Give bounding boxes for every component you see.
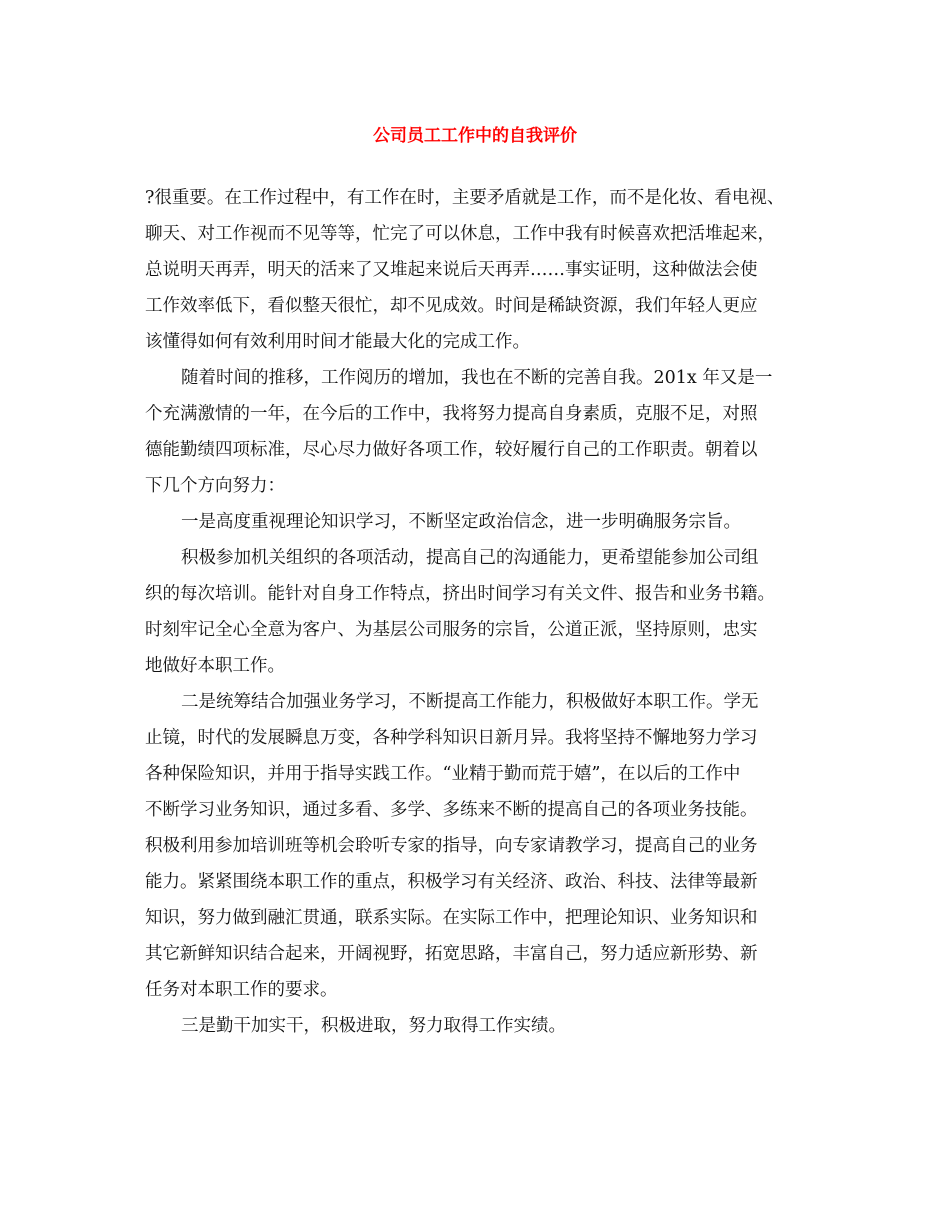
document-body: [145, 180, 825, 1044]
body-line: 能力。紧紧围绕本职工作的重点，积极学习有关经济、政治、科技、法律等最新: [145, 872, 758, 892]
body-line: 各种保险知识，并用于指导实践工作。“业精于勤而荒于嬉”，在以后的工作中: [145, 764, 741, 784]
paragraph-start-line: 积极参加机关组织的各项活动，提高自己的沟通能力，更希望能参加公司组: [181, 548, 759, 568]
body-line: 时刻牢记全心全意为客户、为基层公司服务的宗旨，公道正派，坚持原则，忠实: [145, 620, 758, 640]
body-line: 地做好本职工作。: [145, 656, 285, 676]
body-line: 工作效率低下，看似整天很忙，却不见成效。时间是稀缺资源，我们年轻人更应: [145, 296, 758, 316]
paragraph-start-line: 随着时间的推移，工作阅历的增加，我也在不断的完善自我。201x 年又是一: [181, 368, 773, 388]
body-line: 任务对本职工作的要求。: [145, 980, 338, 1000]
body-line: 总说明天再弄，明天的活来了又堆起来说后天再弄……事实证明，这种做法会使: [145, 260, 758, 280]
body-line: 织的每次培训。能针对自身工作特点，挤出时间学习有关文件、报告和业务书籍。: [145, 584, 775, 604]
paragraph-start-line: 二是统筹结合加强业务学习，不断提高工作能力，积极做好本职工作。学无: [181, 692, 759, 712]
body-line: 知识，努力做到融汇贯通，联系实际。在实际工作中，把理论知识、业务知识和: [145, 908, 758, 928]
paragraph-start-line: 一是高度重视理论知识学习，不断坚定政治信念，进一步明确服务宗旨。: [181, 512, 741, 532]
paragraph-start-line: 三是勤干加实干，积极进取，努力取得工作实绩。: [181, 1016, 566, 1036]
body-line: 个充满激情的一年，在今后的工作中，我将努力提高自身素质，克服不足，对照: [145, 404, 758, 424]
body-line: 止镜，时代的发展瞬息万变，各种学科知识日新月异。我将坚持不懈地努力学习: [145, 728, 758, 748]
body-line: 不断学习业务知识，通过多看、多学、多练来不断的提高自己的各项业务技能。: [145, 800, 758, 820]
body-line: 其它新鲜知识结合起来，开阔视野，拓宽思路，丰富自己，努力适应新形势、新: [145, 944, 758, 964]
body-line: ?很重要。在工作过程中，有工作在时，主要矛盾就是工作，而不是化妆、看电视、: [145, 188, 785, 208]
body-line: 积极利用参加培训班等机会聆听专家的指导，向专家请教学习，提高自己的业务: [145, 836, 758, 856]
body-line: 下几个方向努力：: [145, 476, 285, 496]
body-line: 该懂得如何有效利用时间才能最大化的完成工作。: [145, 332, 530, 352]
body-line: 德能勤绩四项标准，尽心尽力做好各项工作，较好履行自己的工作职责。朝着以: [145, 440, 758, 460]
body-line: 聊天、对工作视而不见等等，忙完了可以休息，工作中我有时候喜欢把活堆起来，: [145, 224, 775, 244]
document-title: 公司员工工作中的自我评价: [373, 126, 577, 146]
